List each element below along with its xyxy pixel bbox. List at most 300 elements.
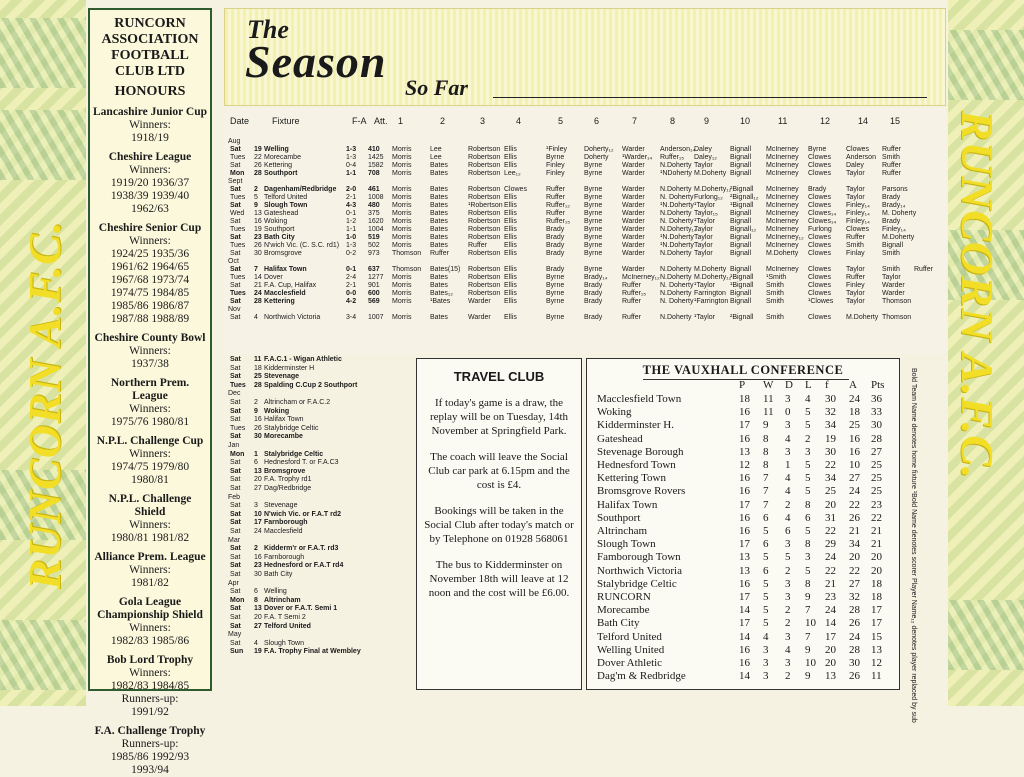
fixture-player: Warder (622, 162, 645, 169)
fixture-row (224, 571, 414, 579)
fixture-opponent: Stalybridge Celtic (264, 424, 319, 432)
fixture-day: Sat (230, 250, 241, 257)
league-stat: 18 (871, 591, 882, 603)
fixture-date: 2 (254, 399, 258, 406)
fixture-row (224, 365, 414, 373)
league-table-row (587, 644, 901, 657)
league-stat: 2 (785, 617, 791, 630)
league-stat: 6 (763, 538, 769, 551)
fixture-date: 17 (254, 519, 262, 527)
league-stat: 22 (825, 459, 836, 471)
fixture-player: Daley (694, 146, 712, 153)
league-table-row (587, 591, 901, 604)
fixture-player: McInerney (766, 186, 799, 193)
fixture-opponent: Dover or F.A.T. Semi 1 (264, 605, 338, 613)
league-stat: 32 (825, 406, 836, 419)
fixture-player: Thomson (882, 298, 912, 305)
fixture-date: 26 (254, 242, 262, 249)
fixture-row (224, 588, 414, 596)
fixture-player: Thomson (882, 314, 912, 321)
fixtures-column-header: 4 (516, 116, 522, 126)
fixture-player: Ellis (504, 290, 517, 297)
fixture-player: Smith (882, 154, 900, 161)
league-stat: 3 (805, 445, 811, 458)
fixture-player: Morris (392, 154, 412, 161)
league-stat: 6 (785, 525, 791, 537)
league-stat: 17 (825, 630, 836, 643)
league-stat: 9 (805, 591, 811, 603)
league-team-name: Famborough Town (597, 551, 681, 564)
fixture-player: Warder (882, 290, 905, 297)
fixture-score: 1-1 (346, 226, 357, 233)
fixture-player: Robertson (468, 266, 501, 273)
league-stat: 21 (871, 538, 882, 551)
fixture-day: Sat (230, 298, 241, 305)
fixture-month: Jan (228, 442, 240, 449)
league-stat: 16 (739, 643, 750, 656)
fixture-day: Wed (230, 210, 245, 217)
fixtures-column-header: 12 (820, 116, 831, 126)
honour-line: 1924/25 1935/36 (110, 248, 190, 260)
fixture-player: Bignall (730, 266, 752, 273)
league-stat: 3 (763, 670, 769, 683)
league-stat: 29 (825, 538, 836, 551)
fixture-player: Parsons (882, 186, 908, 193)
fixture-player: Warder (622, 146, 645, 153)
fixture-player: M.Doherty (882, 234, 915, 241)
fixture-player: ¹Smith (766, 274, 787, 281)
fixture-day: Sat (230, 162, 241, 169)
fixture-score: 2-4 (346, 274, 357, 281)
fixture-day: Sat (230, 416, 241, 424)
fixture-player: Brady (546, 242, 565, 249)
fixture-opponent: Halifax Town (264, 266, 307, 273)
league-stat: 25 (871, 459, 882, 471)
fixture-player: Anderson (846, 154, 876, 161)
fixture-date: 13 (254, 210, 262, 217)
fixture-player: Ellis (504, 218, 517, 225)
league-stat: 33 (871, 406, 882, 419)
league-stat: 4 (785, 511, 791, 524)
fixture-row (224, 146, 946, 154)
fixture-player: Ellis (504, 250, 517, 257)
league-stat: 13 (739, 445, 750, 458)
fixture-player: Taylor (694, 226, 713, 233)
fixture-row (224, 234, 946, 242)
league-stat: 34 (825, 472, 836, 485)
fixture-player: Byrne (584, 242, 603, 249)
league-table-row (587, 406, 901, 419)
fixture-player: Brady (584, 298, 603, 305)
league-stat: 0 (785, 406, 791, 419)
fixture-opponent: Kettering (264, 162, 293, 169)
fixture-opponent: Telford United (264, 622, 311, 630)
honour-line: 1938/39 1939/40 (110, 190, 190, 202)
fixture-player: Brady (584, 290, 603, 297)
fixture-player: Ruffer (468, 242, 487, 249)
league-stat: 4 (763, 630, 769, 643)
fixture-attendance: 502 (368, 242, 380, 249)
league-team-name: Welling United (597, 643, 665, 656)
fixture-player: ¹Taylor (694, 218, 716, 225)
fixture-row (224, 528, 414, 536)
league-stat: 3 (785, 577, 791, 590)
fixture-player: Smith (846, 242, 864, 249)
honour-competition: F.A. Challenge Trophy (94, 725, 206, 737)
fixture-player: ¹Taylor (694, 202, 716, 209)
fixture-player: ¹Farrington (694, 298, 729, 305)
fixture-player: M.Doherty (694, 170, 727, 177)
fixture-attendance: 901 (368, 282, 380, 289)
fixture-player: Robertson (468, 194, 501, 201)
fixture-player: Bates (430, 170, 448, 177)
fixture-player: Bates (430, 162, 448, 169)
league-stat: 28 (849, 604, 860, 617)
league-stat: 10 (805, 657, 816, 669)
fixture-attendance: 600 (368, 290, 380, 297)
fixture-player: Warder (468, 298, 491, 305)
fixture-opponent: Bath City (264, 234, 295, 241)
honour-line: 1937/38 (131, 358, 169, 370)
key-note (903, 368, 923, 723)
fixture-day: Sat (230, 622, 241, 630)
fixture-row (224, 476, 414, 484)
honour-line: Winners: (129, 667, 171, 679)
honour-line: 1993/94 (131, 764, 169, 776)
club-name-line: CLUB LTD (115, 64, 185, 79)
league-stat: 16 (739, 525, 750, 537)
fixture-player: Robertson (468, 170, 501, 177)
league-stat: 16 (849, 445, 860, 458)
fixture-player: Ruffer (622, 298, 641, 305)
fixture-player: M.Doherty (694, 266, 727, 273)
fixture-player: Bates (430, 234, 448, 241)
fixture-player: Taylor (882, 274, 901, 281)
league-stat: 4 (785, 472, 791, 485)
fixture-player: Robertson (468, 186, 501, 193)
fixture-row (224, 562, 414, 570)
league-stat: 34 (849, 538, 860, 551)
travel-club-box (416, 358, 582, 690)
fixture-player: Bates (430, 282, 448, 289)
fixture-player: Taylor (694, 250, 713, 257)
fixture-opponent: F.A. Cup, Halifax (264, 282, 317, 289)
league-stat: 3 (785, 393, 791, 405)
fixture-player: Clowes (808, 266, 831, 273)
league-stat: 2 (785, 498, 791, 511)
league-table (586, 358, 900, 690)
fixture-opponent: Stalybridge Celtic (264, 450, 324, 458)
fixture-month: Dec (228, 390, 241, 398)
honour-competition: Northern Prem. League (110, 377, 190, 402)
league-stat: 24 (849, 393, 860, 405)
fixture-player: Morris (392, 314, 412, 321)
fixture-opponent: N'wich Vic. or F.A.T rd2 (264, 510, 341, 518)
fixture-player: N.Doherty (660, 274, 692, 281)
fixture-player: Robertson (468, 162, 501, 169)
fixture-month: Oct (228, 258, 239, 265)
fixture-date: 18 (254, 364, 262, 372)
league-stat: 1 (785, 459, 791, 471)
fixture-date: 19 (254, 146, 262, 153)
fixture-player: Bates (430, 202, 448, 209)
league-table-row (587, 617, 901, 630)
league-table-title: THE VAUXHALL CONFERENCE (642, 363, 844, 377)
league-stat: 9 (763, 419, 769, 432)
fixture-player: ¹Bignall (730, 282, 754, 289)
travel-club-paragraph: Bookings will be taken in the Social Club after today's match or by Telephone on 01928 568061 (424, 505, 574, 545)
fixture-day: Tues (230, 154, 246, 161)
league-stat: 2 (785, 670, 791, 683)
fixture-player: N. Doherty (660, 298, 694, 305)
fixture-day: Sat (230, 510, 241, 518)
league-stat: 32 (849, 591, 860, 603)
fixture-player: Ruffer (622, 282, 641, 289)
travel-club-paragraph: If today's game is a draw, the replay will be on Tuesday, 14th November at Springfield Park. (430, 397, 568, 437)
fixture-player: Taylor (846, 290, 865, 297)
fixture-date: 26 (254, 162, 262, 169)
fixture-player: Clowes (808, 282, 831, 289)
league-table-row (587, 631, 901, 644)
league-stat: 8 (763, 432, 769, 445)
fixture-player: Ruffer₁₅ (660, 154, 685, 161)
fixture-day: Sat (230, 202, 241, 209)
fixture-day: Sat (230, 356, 241, 363)
fixture-score: 2-0 (346, 186, 357, 193)
fixture-player: Morris (392, 218, 412, 225)
fixture-player: Daley₁₂ (694, 154, 717, 161)
fixture-player: Ellis (504, 146, 517, 153)
league-stat: 26 (849, 617, 860, 630)
fixture-opponent: F.A.C.1 - Wigan Athletic (264, 356, 342, 363)
league-team-name: Altrincham (597, 525, 648, 537)
league-stat: 8 (805, 577, 811, 590)
fixture-attendance: 375 (368, 210, 380, 217)
league-stat: 28 (871, 432, 882, 445)
league-stat: 3 (785, 419, 791, 432)
league-stat: 10 (805, 617, 816, 630)
fixtures-column-header: 5 (558, 116, 564, 126)
league-column-header: f (825, 379, 829, 391)
fixture-date: 25 (254, 373, 262, 381)
fixture-player: Robertson (468, 290, 501, 297)
league-stat: 2 (785, 604, 791, 617)
honour-line: 1961/62 1964/65 (110, 261, 190, 273)
fixture-date: 27 (254, 622, 262, 630)
league-stat: 5 (763, 551, 769, 564)
honour-line: Winners: (129, 622, 171, 634)
fixture-date: 28 (254, 170, 262, 177)
fixture-player: Byrne (584, 218, 603, 225)
league-stat: 5 (763, 525, 769, 537)
league-stat: 14 (825, 617, 836, 630)
fixture-opponent: Altrincham or F.A.C.2 (264, 399, 331, 406)
fixture-opponent: Spalding C.Cup 2 Southport (264, 381, 358, 389)
fixtures-table (224, 108, 946, 354)
fixture-row (224, 282, 946, 290)
fixture-player: Bignall (730, 146, 752, 153)
fixture-player: Morris (392, 290, 412, 297)
fixture-day: Sat (230, 266, 241, 273)
fixture-opponent: Hednesford or F.A.T rd4 (264, 562, 344, 570)
league-stat: 3 (785, 591, 791, 603)
honour-line: Winners: (129, 519, 171, 531)
league-stat: 15 (871, 630, 882, 643)
league-stat: 17 (739, 498, 750, 511)
fixture-day: Tues (230, 242, 246, 249)
fixture-player: McInerney (766, 210, 799, 217)
fixture-player: Bignall (730, 154, 752, 161)
fixtures-column-header: F-A (352, 116, 367, 126)
fixture-opponent: Kettering (264, 298, 295, 305)
league-stat: 3 (785, 538, 791, 551)
fixture-player: Clowes (808, 242, 831, 249)
league-stat: 3 (763, 643, 769, 656)
fixture-date: 4 (254, 639, 258, 647)
honour-line: 1919/20 1936/37 (110, 177, 190, 189)
fixtures-header-row (224, 118, 946, 132)
fixture-score: 0-0 (346, 290, 357, 297)
fixture-player: Brady (546, 226, 565, 233)
fixture-row (224, 554, 414, 562)
league-stat: 31 (825, 511, 836, 524)
league-team-name: Stalybridge Celtic (597, 577, 677, 590)
league-stat: 30 (825, 393, 836, 405)
fixture-player: Ellis (504, 154, 517, 161)
fixture-attendance: 1004 (368, 226, 384, 233)
fixture-player: Smith (766, 298, 784, 305)
fixture-player: Warder (622, 234, 645, 241)
fixture-player: Bignall (730, 210, 752, 217)
league-stat: 8 (763, 459, 769, 471)
fixture-day: Sat (230, 234, 241, 241)
fixture-day: Mon (230, 450, 245, 458)
league-stat: 13 (739, 564, 750, 577)
fixture-opponent: Altrincham (264, 596, 301, 604)
fixture-player: Clowes (808, 194, 831, 201)
fixture-player: Byrne (584, 170, 603, 177)
fixture-player: M. Doherty (882, 210, 917, 217)
fixture-date: 13 (254, 467, 262, 475)
league-team-name: Southport (597, 511, 641, 524)
fixture-player: ²Bignall (730, 186, 754, 193)
fixture-player: Ellis (504, 226, 517, 233)
fixture-player: Taylor (846, 266, 865, 273)
league-stat: 7 (763, 472, 769, 485)
fixture-date: 2 (254, 545, 258, 553)
fixture-player: Finley (546, 170, 565, 177)
honours-title: HONOURS (114, 84, 186, 99)
league-stat: 22 (849, 564, 860, 577)
fixture-player: Clowes (808, 314, 831, 321)
league-stat: 5 (763, 604, 769, 617)
fixture-player: ¹N.Doherty (660, 234, 694, 241)
fixture-opponent: Welling (264, 588, 287, 596)
fixture-player: Doherty₁₂ (584, 146, 614, 153)
league-stat: 19 (825, 432, 836, 445)
honour-line: 1974/75 1979/80 (110, 461, 190, 473)
league-table-row (587, 512, 901, 525)
fixture-player: ¹Clowes (808, 298, 834, 305)
fixture-day: Sat (230, 588, 241, 596)
fixture-player: ¹Bates (430, 298, 451, 305)
league-stat: 30 (849, 657, 860, 669)
fixtures-column-header: 10 (740, 116, 751, 126)
fixture-player: Taylor (694, 162, 713, 169)
fixture-day: Sat (230, 614, 241, 621)
fixture-player: Finley₁₄ (846, 202, 870, 209)
fixture-player: Warder (622, 250, 645, 257)
fixture-player: Smith (766, 282, 784, 289)
fixture-player: McInerney (766, 218, 799, 225)
fixture-player: Byrne (584, 162, 603, 169)
league-stat: 20 (871, 551, 882, 564)
fixture-player: Smith (766, 290, 784, 297)
league-stat: 14 (739, 604, 750, 617)
fixture-player: Warder (622, 218, 645, 225)
fixture-player: Morris (392, 170, 412, 177)
league-stat: 34 (825, 419, 836, 432)
fixture-player: Robertson (468, 218, 501, 225)
fixture-month: Aug (228, 138, 241, 145)
fixture-player: Morris (392, 210, 412, 217)
fixture-player: Ruffer (846, 234, 865, 241)
league-stat: 25 (871, 472, 882, 485)
fixture-player: Warder (882, 282, 905, 289)
fixture-player: Bates₁₂ (430, 290, 453, 297)
league-stat: 24 (825, 551, 836, 564)
fixture-day: Tues (230, 274, 246, 281)
league-stat: 24 (849, 485, 860, 498)
league-stat: 9 (805, 643, 811, 656)
fixtures-column-header: Att. (374, 116, 388, 126)
fixture-date: 14 (254, 274, 262, 281)
fixture-day: Sat (230, 282, 241, 289)
fixture-opponent: Stevenage (264, 502, 298, 510)
fixture-player: Warder (622, 266, 645, 273)
fixture-attendance: 708 (368, 170, 380, 177)
fixture-player: Taylor₁₅ (694, 210, 718, 217)
league-table-row (587, 538, 901, 551)
fixture-score: 2-1 (346, 282, 357, 289)
fixture-player: Morris (392, 186, 412, 193)
fixture-date: 27 (254, 485, 262, 492)
fixture-player: M.Doherty (766, 250, 799, 257)
fixture-player: McInerney (766, 154, 799, 161)
fixture-player: Robertson (468, 146, 501, 153)
fixture-player: Clowes (808, 154, 831, 161)
fixture-opponent: F.A. Trophy rd1 (264, 476, 312, 484)
fixture-date: 23 (254, 562, 262, 570)
header-the: The (247, 15, 289, 44)
fixture-score: 1-1 (346, 170, 357, 177)
fixture-row (224, 485, 414, 493)
honour-line: 1975/76 1980/81 (110, 416, 190, 428)
fixture-opponent: Slough Town (264, 202, 308, 209)
league-stat: 13 (871, 643, 882, 656)
fixture-player: Taylor (846, 298, 865, 305)
fixture-attendance: 637 (368, 266, 380, 273)
fixture-day: Tues (230, 381, 246, 389)
honour-line: Winners: (129, 119, 171, 131)
fixture-date: 6 (254, 588, 258, 596)
honour-line: 1985/86 1986/87 (110, 300, 190, 312)
fixture-date: 6 (254, 459, 258, 467)
league-stat: 17 (871, 604, 882, 617)
fixture-row (224, 399, 414, 407)
fixture-player: Doherty (584, 154, 609, 161)
fixture-player: McInerney₁₂ (622, 274, 660, 281)
